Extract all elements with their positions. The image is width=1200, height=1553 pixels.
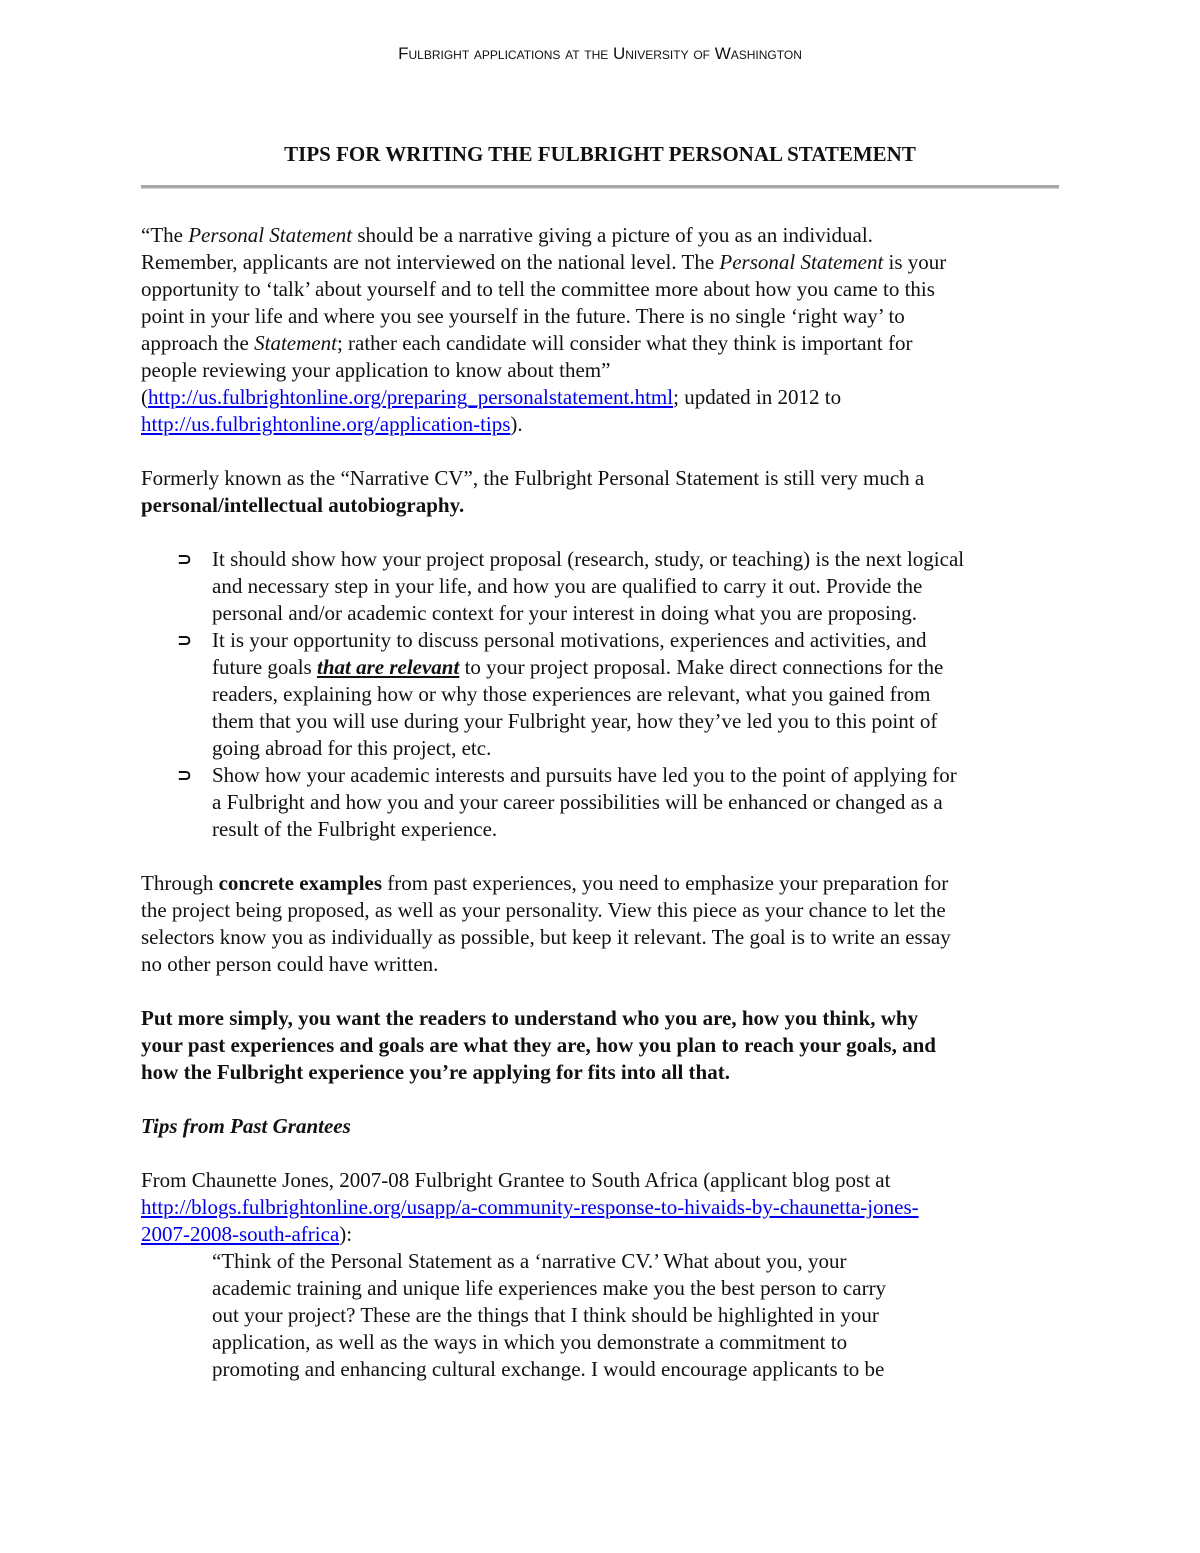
text-line — [212, 1302, 1071, 1329]
text-run: Remember, applicants are not interviewed on the national level. The — [141, 250, 720, 274]
text-line — [212, 600, 1071, 627]
text-run: your past experiences and goals are what they are, how you plan to reach your goals, and — [141, 1033, 936, 1057]
block-quote — [141, 1248, 1071, 1383]
text-run: is your — [883, 250, 947, 274]
text-run: how the Fulbright experience you’re applying for fits into all that. — [141, 1060, 730, 1084]
text-line — [141, 1221, 1071, 1248]
text-line — [212, 627, 1071, 654]
arrow-bullet-icon: ⊃ — [177, 630, 193, 651]
text-run: It should show how your project proposal (research, study, or teaching) is the next logical — [212, 547, 965, 571]
text-line — [212, 816, 1071, 843]
text-line — [141, 1194, 1071, 1221]
paragraph — [141, 1167, 1071, 1248]
text-line — [141, 384, 1071, 411]
hyperlink[interactable]: http://us.fulbrightonline.org/application-tips — [141, 412, 511, 436]
text-run: ; rather each candidate will consider what they think is important for — [336, 331, 913, 355]
text-run: no other person could have written. — [141, 952, 439, 976]
running-header: Fulbright applications at the University of Washington — [398, 44, 802, 63]
text-line — [141, 1005, 1071, 1032]
text-line — [141, 492, 1071, 519]
text-run: concrete examples — [218, 871, 383, 895]
text-run: that are relevant — [316, 655, 460, 679]
text-run: academic training and unique life experiences make you the best person to carry — [212, 1276, 887, 1300]
text-run: to your project proposal. Make direct connections for the — [459, 655, 944, 679]
text-run: point in your life and where you see yourself in the future. There is no single ‘right way’ to — [141, 304, 905, 328]
text-line — [141, 897, 1071, 924]
text-line — [141, 303, 1071, 330]
text-line — [212, 789, 1071, 816]
blank-line — [141, 1140, 1071, 1167]
arrow-bullet-icon: ⊃ — [177, 765, 193, 786]
text-run: From Chaunette Jones, 2007-08 Fulbright Grantee to South Africa (applicant blog post at — [141, 1168, 891, 1192]
text-run: Show how your academic interests and pursuits have led you to the point of applying for — [212, 763, 957, 787]
text-line — [212, 708, 1071, 735]
blank-line — [141, 438, 1071, 465]
bullet-item — [141, 627, 1071, 762]
paragraph — [141, 222, 1071, 438]
text-line — [212, 1356, 1071, 1383]
paragraph — [141, 1113, 1071, 1140]
text-run: ; updated in 2012 to — [673, 385, 842, 409]
text-line — [141, 1059, 1071, 1086]
text-run: ( — [141, 385, 148, 409]
text-line — [141, 465, 1071, 492]
text-run: should be a narrative giving a picture of you as an individual. — [352, 223, 873, 247]
text-line — [212, 573, 1071, 600]
hyperlink[interactable]: http://us.fulbrightonline.org/preparing_personalstatement.html — [148, 385, 674, 409]
text-run: Through — [141, 871, 219, 895]
text-run: future goals — [212, 655, 317, 679]
text-run: promoting and enhancing cultural exchange. I would encourage applicants to be — [212, 1357, 885, 1381]
text-run: personal and/or academic context for your interest in doing what you are proposing. — [212, 601, 918, 625]
text-run: Statement — [254, 331, 337, 355]
hyperlink[interactable]: http://blogs.fulbrightonline.org/usapp/a-community-response-to-hivaids-by-chaunetta-jones- — [141, 1195, 919, 1219]
blank-line — [141, 978, 1071, 1005]
text-run: and necessary step in your life, and how you are qualified to carry it out. Provide the — [212, 574, 923, 598]
text-line — [141, 1113, 1071, 1140]
text-run: Tips from Past Grantees — [141, 1114, 351, 1138]
text-run: “The — [141, 223, 189, 247]
text-run: a Fulbright and how you and your career possibilities will be enhanced or changed as a — [212, 790, 943, 814]
text-line — [141, 357, 1071, 384]
arrow-bullet-icon: ⊃ — [177, 549, 193, 570]
text-run: selectors know you as individually as possible, but keep it relevant. The goal is to write an essay — [141, 925, 951, 949]
text-line — [212, 546, 1071, 573]
text-run: Put more simply, you want the readers to understand who you are, how you think, why — [141, 1006, 919, 1030]
text-run: personal/intellectual autobiography. — [141, 493, 465, 517]
text-line — [141, 249, 1071, 276]
document-body — [141, 222, 1071, 1383]
blank-line — [141, 519, 1071, 546]
text-run: opportunity to ‘talk’ about yourself and to tell the committee more about how you came to this — [141, 277, 935, 301]
document-title: TIPS FOR WRITING THE FULBRIGHT PERSONAL STATEMENT — [284, 142, 916, 166]
text-line — [141, 1167, 1071, 1194]
text-line — [141, 276, 1071, 303]
text-run: approach the — [141, 331, 255, 355]
text-line — [141, 411, 1071, 438]
title-divider — [141, 185, 1059, 189]
text-line — [212, 735, 1071, 762]
bullet-item — [141, 546, 1071, 627]
text-run: “Think of the Personal Statement as a ‘narrative CV.’ What about you, your — [212, 1249, 847, 1273]
hyperlink[interactable]: 2007-2008-south-africa — [141, 1222, 340, 1246]
text-line — [212, 681, 1071, 708]
text-run: Personal Statement — [719, 250, 884, 274]
text-run: ). — [510, 412, 523, 436]
text-run: application, as well as the ways in which you demonstrate a commitment to — [212, 1330, 848, 1354]
text-line — [212, 654, 1071, 681]
blank-line — [141, 1086, 1071, 1113]
text-run: people reviewing your application to know about them” — [141, 358, 611, 382]
bullet-item — [141, 762, 1071, 843]
text-run: Formerly known as the “Narrative CV”, the Fulbright Personal Statement is still very much a — [141, 466, 925, 490]
text-run: ): — [339, 1222, 353, 1246]
text-run: the project being proposed, as well as your personality. View this piece as your chance to let the — [141, 898, 946, 922]
blank-line — [141, 843, 1071, 870]
text-line — [141, 951, 1071, 978]
text-line — [141, 222, 1071, 249]
text-run: them that you will use during your Fulbright year, how they’ve led you to this point of — [212, 709, 938, 733]
paragraph — [141, 465, 1071, 519]
text-line — [212, 1248, 1071, 1275]
text-line — [141, 1032, 1071, 1059]
text-run: going abroad for this project, etc. — [212, 736, 492, 760]
text-run: It is your opportunity to discuss personal motivations, experiences and activities, and — [212, 628, 927, 652]
paragraph — [141, 870, 1071, 978]
text-line — [212, 762, 1071, 789]
text-run: readers, explaining how or why those experiences are relevant, what you gained from — [212, 682, 931, 706]
text-line — [212, 1275, 1071, 1302]
text-run: Personal Statement — [188, 223, 353, 247]
text-run: out your project? These are the things that I think should be highlighted in your — [212, 1303, 879, 1327]
text-run: from past experiences, you need to emphasize your preparation for — [382, 871, 949, 895]
text-line — [141, 330, 1071, 357]
text-line — [141, 870, 1071, 897]
text-run: result of the Fulbright experience. — [212, 817, 498, 841]
text-line — [212, 1329, 1071, 1356]
text-line — [141, 924, 1071, 951]
paragraph — [141, 1005, 1071, 1086]
